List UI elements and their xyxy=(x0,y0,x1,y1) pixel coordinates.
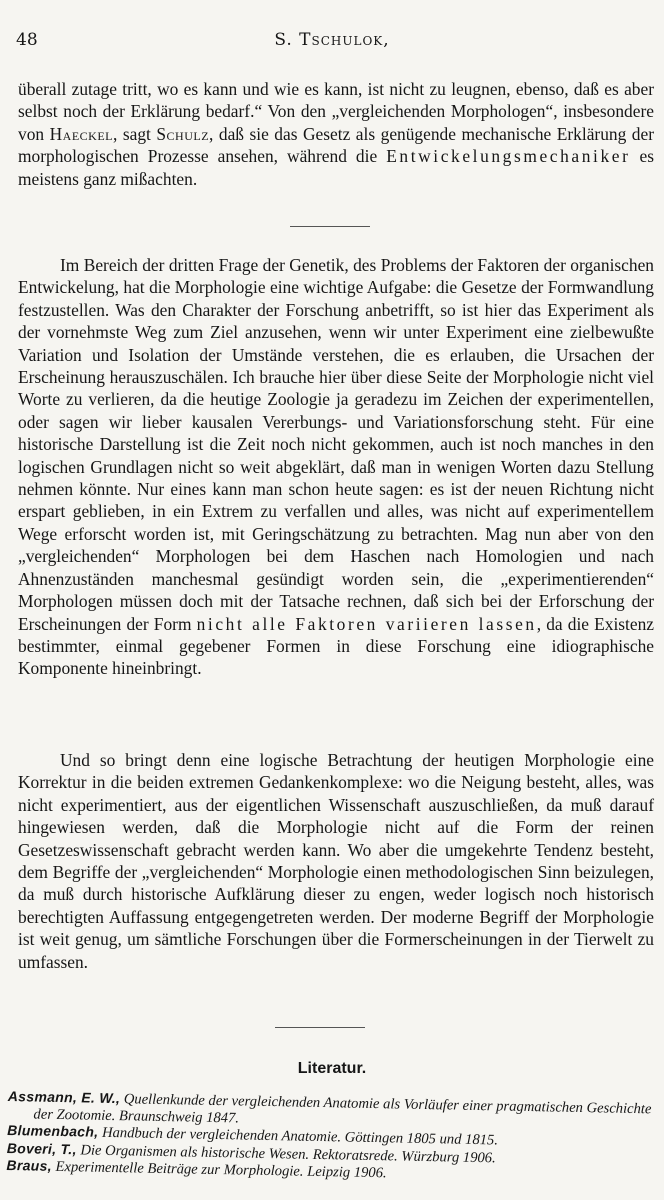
running-title: S. Tschulok, xyxy=(274,30,390,50)
page-number: 48 xyxy=(16,30,38,50)
text-run: überall zutage tritt, wo es kann und wie es kann, ist nicht zu leugnen, ebenso, daß es aber selbst noch der Erklärung bedarf.“ Von den „vergleichenden Morphologen“, insbesondere von xyxy=(18,79,654,144)
reference-title: Experimentelle Beiträge zur Morphologie. Leipzig 1906. xyxy=(51,1159,387,1182)
paragraph-3: Und so bringt denn eine logische Betrachtung der heutigen Morphologie eine Korrektur in die beiden extremen Gedankenkomplexe: wo die Neigung besteht, alles, was nicht experimentiert, aus der eigentlichen Wissenschaft auszuschließen, da muß darauf hingewiesen werden, daß die Morphologie nicht auf die Form der reinen Gesetzeswissenschaft gebracht werden kann. Wo aber die umgekehrte Tendenz besteht, dem Begriffe der „vergleichenden“ Morphologie einen methodologischen Sinn beizulegen, da muß durch historische Aufklärung dieser zu engen, weder logisch noch historisch berechtigten Auffassung entgegengetreten werden. Der moderne Begriff der Morphologie ist weit genug, um sämtliche Forschungen über die Formerscheinungen in der Tierwelt zu umfassen. xyxy=(18,750,654,972)
section-divider xyxy=(275,1027,365,1028)
text-run: , sagt xyxy=(112,123,157,144)
reference-title: Quellenkunde der vergleichenden Anatomie als Vorläufer einer pragmatischen Geschichte der Zootomie. Braunschweig 1847. xyxy=(33,1091,652,1127)
text-run: Im Bereich der dritten Frage der Genetik, des Problems der Faktoren der organischen Entwickelung, hat die Morphologie eine wichtige Aufgabe: die Gesetze der Formwandlung festzustellen. Was den Charakter der Forschung anbetrifft, so ist hier das Experiment als der vornehmste Weg zum Ziel anzusehen, wenn wir unter Experiment eine zielbewußte Variation und Isolation der Umstände verstehen, die es erlauben, die Ursachen der Erscheinung herauszuschälen. Ich brauche hier über diese Seite der Morphologie nicht viel Worte zu verlieren, da die heutige Zoologie ja geradezu im Zeichen der experimentellen, oder sagen wir lieber kausalen Vererbungs- und Variationsforschung steht. Für eine historische Darstellung ist die Zeit noch nicht gekommen, auch ist noch manches in den logischen Grundlagen nicht so weit abgeklärt, daß man in wenigen Worten dazu Stellung nehmen könnte. Nur eines kann man schon heute sagen: es ist der neuen Richtung nicht erspart geblieben, in ein Extrem zu verfallen und alles, was nicht auf experimentellem Wege erforscht worden ist, mit Geringschätzung zu betrachten. Mag nun aber von den „vergleichenden“ Morphologen bei dem Haschen nach Homologien und nach Ahnenzuständen manchesmal gesündigt worden sein, die „experimentierenden“ Morphologen müssen doch mit der Tatsache rechnen, daß sich bei der Erforschung der Erscheinungen der Form xyxy=(18,255,654,634)
spaced-emphasis: nicht alle Faktoren variieren lassen xyxy=(196,613,537,634)
text-run: es meistens ganz mißachten. xyxy=(18,146,654,189)
spaced-emphasis: Entwickelungsmechaniker xyxy=(386,146,631,167)
reference-title: Die Organismen als historische Wesen. Rektoratsrede. Würzburg 1906. xyxy=(76,1142,496,1167)
running-header xyxy=(16,30,648,58)
reference-title: Handbuch der vergleichenden Anatomie. Göttingen 1805 und 1815. xyxy=(98,1124,499,1149)
author-name: Schulz xyxy=(156,123,210,144)
text-run: , da die Existenz bestimmter, einmal gegebener Formen in diese Forschung eine idiographische Komponente hineinbringt. xyxy=(18,613,655,679)
author-name: Haeckel xyxy=(49,123,113,144)
literature-heading: Literatur. xyxy=(297,1060,367,1077)
paragraph-1 xyxy=(18,78,654,190)
paragraph-2 xyxy=(18,254,654,680)
reference-author: Assmann, E. W., xyxy=(7,1088,121,1107)
reference-author: Blumenbach, xyxy=(7,1122,99,1140)
section-divider xyxy=(290,226,370,227)
reference-author: Braus, xyxy=(6,1157,53,1175)
text-run: , daß sie das Gesetz als genügende mechanische Erklärung der morphologischen Prozesse ansehen, während die xyxy=(18,123,654,167)
reference-list xyxy=(6,1088,658,1187)
reference-author: Boveri, T., xyxy=(6,1139,77,1158)
